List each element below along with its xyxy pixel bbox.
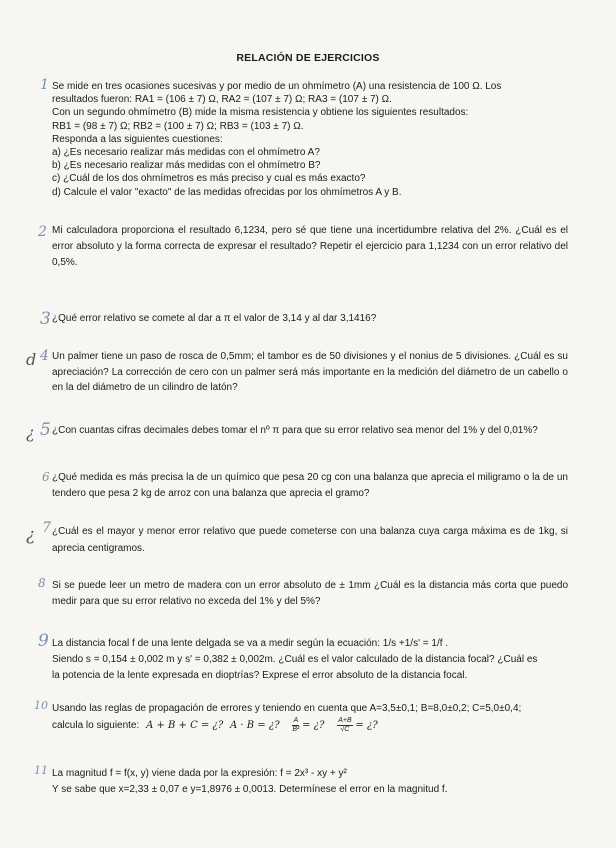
ex10-formula-quotient <box>292 717 299 734</box>
ex1-line-1: Se mide en tres ocasiones sucesivas y por medio de un ohmímetro (A) una resistencia de 100 Ω. Los <box>52 81 502 92</box>
ex10-formula-product: A · B = ¿? <box>230 720 280 732</box>
exercise-8 <box>52 578 568 610</box>
ex4-text: Un palmer tiene un paso de rosca de 0,5mm; el tambor es de 50 divisiones y el nonius de 5 divisiones. ¿Cuál es su apreciación? La corrección de cero con un palmer será más importante en la medición del diámetro de un cabello o en la del diámetro de un cilindro de latón? <box>52 351 568 393</box>
ex10-line-2 <box>52 717 568 734</box>
margin-number-7: 7 <box>42 520 51 536</box>
ex10-line-1: Usando las reglas de propagación de errores y teniendo en cuenta que A=3,5±0,1; B=8,0±0,2; C=5,0±0,4; <box>52 703 522 714</box>
exercise-4 <box>52 349 568 396</box>
exercise-9 <box>52 636 568 684</box>
ex10-quotient-numerator: A <box>293 717 299 724</box>
ex10-root-denominator: √C <box>340 726 350 733</box>
ex10-intro-text: calcula lo siguiente: <box>52 720 140 732</box>
margin-number-5: 5 <box>40 420 51 440</box>
ex11-line-2: Y se sabe que x=2,33 ± 0,07 e y=1,8976 ± 0,0013. Determínese el error en la magnitud f. <box>52 784 448 795</box>
ex10-quotient-denominator: B² <box>292 726 300 733</box>
margin-mark-7a: ¿ <box>26 525 36 545</box>
ex5-text: ¿Con cuantas cifras decimales debes tomar el nº π para que su error relativo sea menor del 1% y del 0,01%? <box>52 425 538 436</box>
margin-number-8: 8 <box>38 576 46 590</box>
ex1-question-a: a) ¿Es necesario realizar más medidas con el ohmímetro A? <box>52 147 320 159</box>
exercise-10 <box>52 700 568 734</box>
margin-mark-4a: d <box>26 350 37 369</box>
ex2-text: Mi calculadora proporciona el resultado 6,1234, pero sé que tiene una incertidumbre relativa del 2%. ¿Cuál es el error absoluto y la forma correcta de expresar el resultado? Repetir el ejercicio para 1,1234 con un error relativo del 0,5%. <box>52 225 568 268</box>
ex10-root-numerator: A+B <box>338 717 352 724</box>
ex11-line-1: La magnitud f = f(x, y) viene dada por la expresión: f = 2x³ - xy + y² <box>52 768 347 779</box>
margin-number-6: 6 <box>42 470 50 484</box>
margin-number-9: 9 <box>38 631 49 651</box>
page-title: RELACIÓN DE EJERCICIOS <box>236 52 380 64</box>
ex10-quotient-tail: = ¿? <box>302 720 325 732</box>
ex1-line-3: Con un segundo ohmímetro (B) mide la misma resistencia y obtiene los siguientes resultados: <box>52 107 469 119</box>
exercise-6 <box>52 470 568 502</box>
ex10-formula-sum: A + B + C = ¿? <box>146 720 224 732</box>
margin-mark-5a: ¿ <box>26 423 35 442</box>
exercise-2 <box>52 223 568 271</box>
ex1-question-d: d) Calcule el valor "exacto" de las medidas ofrecidas por los ohmímetros A y B. <box>52 186 402 198</box>
exercise-7 <box>52 523 568 557</box>
ex7-text: ¿Cuál es el mayor y menor error relativo que puede cometerse con una balanza cuya carga máxima es de 1kg, si aprecia centigramos. <box>52 526 568 554</box>
ex1-line-2: resultados fueron: RA1 = (106 ± 7) Ω, RA2 = (107 ± 7) Ω; RA3 = (107 ± 7) Ω. <box>52 94 392 106</box>
exercise-1 <box>52 80 568 199</box>
margin-number-2: 2 <box>38 224 47 240</box>
ex1-question-b: b) ¿Es necesario realizar más medidas con el ohmímetro B? <box>52 160 321 172</box>
exercise-5 <box>52 424 568 437</box>
ex9-line-2: Siendo s = 0,154 ± 0,002 m y s' = 0,382 ± 0,002m. ¿Cuál es el valor calculado de la distancia focal? ¿Cuál es <box>52 654 538 665</box>
exercise-11 <box>52 766 568 798</box>
ex10-formula-root <box>337 717 352 734</box>
ex1-line-5: Responda a las siguientes cuestiones: <box>52 133 223 145</box>
ex8-text: Si se puede leer un metro de madera con un error absoluto de ± 1mm ¿Cuál es la distancia más corta que puedo medir para que su error relativo no exceda del 1% y del 5%? <box>52 580 568 607</box>
margin-number-11: 11 <box>34 764 48 777</box>
margin-number-1: 1 <box>40 77 49 93</box>
ex6-text: ¿Qué medida es más precisa la de un químico que pesa 20 cg con una balanza que aprecia el miligramo o la de un tendero que pesa 2 kg de arroz con una balanza que aprecia el gramo? <box>52 472 568 499</box>
ex3-text: ¿Qué error relativo se comete al dar a π el valor de 3,14 y al dar 3,1416? <box>52 313 377 324</box>
margin-number-4: 4 <box>40 348 49 364</box>
exercise-3 <box>52 312 568 325</box>
margin-number-3: 3 <box>40 309 51 329</box>
margin-number-10: 10 <box>34 699 48 712</box>
ex1-question-c: c) ¿Cuál de los dos ohmímetros es más preciso y cual es más exacto? <box>52 173 366 185</box>
ex9-line-3: la potencia de la lente expresada en dioptrías? Exprese el error absoluto de la distancia focal. <box>52 670 468 681</box>
ex1-line-4: RB1 = (98 ± 7) Ω; RB2 = (100 ± 7) Ω; RB3 = (103 ± 7) Ω. <box>52 120 304 132</box>
ex10-root-tail: = ¿? <box>355 720 378 732</box>
ex9-line-1: La distancia focal f de una lente delgada se va a medir según la ecuación: 1/s +1/s' = 1/f . <box>52 638 449 649</box>
